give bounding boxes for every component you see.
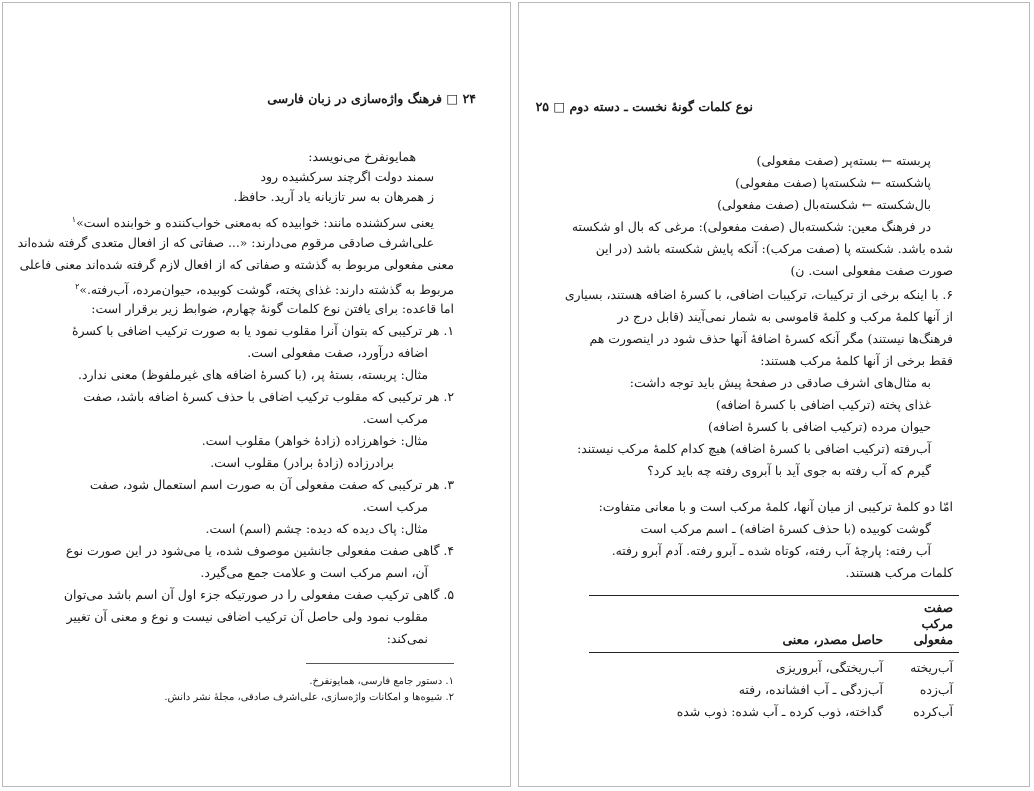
text-line: فقط برخی از آنها کلمهٔ مرکب هستند: <box>760 353 953 368</box>
table-cell: آب‌زدگی ـ آب افشانده، رفته <box>738 682 883 697</box>
example-line: مثال: خواهرزاده (زادهٔ خواهر) مقلوب است. <box>201 433 428 448</box>
table-cell: آب‌کرده <box>913 704 953 719</box>
table-cell: آب‌زده <box>919 682 953 697</box>
text-line: آب رفته: پارچهٔ آب رفته، کوتاه شده ـ آبرو رفته. آدم آبرو رفته. <box>611 543 931 558</box>
footnote-rule <box>306 663 454 664</box>
right-page-header: نوع کلمات گونهٔ نخست ـ دسته دوم □ ۲۵ <box>535 99 753 114</box>
text-line: شده باشد. شکسته پا (صفت مرکب): آنکه پایش شکسته باشد (در این <box>595 241 953 256</box>
text-line: در فرهنگ معین: شکسته‌بال (صفت مفعولی): مرغی که بال او شکسته <box>571 219 931 234</box>
text-line: علی‌اشرف صادقی مرقوم می‌دارند: «... صفاتی که از افعال متعدی گرفته شده‌اند <box>17 235 434 250</box>
example-line: حیوان مرده (ترکیب اضافی با کسرهٔ اضافه) <box>707 419 931 434</box>
text-line: آن، اسم مرکب است و علامت جمع می‌گیرد. <box>200 565 428 580</box>
table-cell: آب‌ریختگی، آبروریزی <box>775 660 883 675</box>
text-line: معنی مفعولی مربوط به گذشته و صفاتی که از افعال لازم گرفته شده‌اند معنی فاعلی <box>19 257 454 272</box>
example-line: غذای پخته (ترکیب اضافی با کسرهٔ اضافه) <box>715 397 931 412</box>
text-line: به مثال‌های اشرف صادقی در صفحهٔ پیش باید توجه داشت: <box>629 375 931 390</box>
list-item: ۶. با اینکه برخی از ترکیبات، ترکیبات اضافی، با کسرهٔ اضافه هستند، بسیاری <box>564 287 953 302</box>
text-line: امّا دو کلمهٔ ترکیبی از میان آنها، کلمهٔ مرکب است و با معانی متفاوت: <box>598 499 953 514</box>
footnote-marker: ۱ <box>71 215 77 224</box>
footnote: ۲. شیوه‌ها و امکانات واژه‌سازی، علی‌اشرف صادقی، مجلهٔ نشر دانش. <box>164 692 454 703</box>
text-line: مرکب است. <box>362 499 428 514</box>
table-row <box>589 653 959 680</box>
text-span: مربوط به گذشته دارند: غذای پخته، گوشت کوبیده، حیوان‌مرده، آب‌رفته.» <box>79 282 454 298</box>
verse-line: گیرم که آب رفته به جوی آید با آبروی رفته چه باید کرد؟ <box>647 463 931 478</box>
text-line: مقلوب نمود ولی حاصل آن ترکیب اضافی نیست و نوع و معنی آن تغییر <box>66 609 428 624</box>
text-line: گوشت کوبیده (با حذف کسرهٔ اضافه) ـ اسم مرکب است <box>640 521 931 536</box>
table-cell: گداخته، ذوب کرده ـ آب شده: ذوب شده <box>676 704 883 719</box>
list-item: ۱. هر ترکیبی که بتوان آنرا مقلوب نمود یا به صورت ترکیب اضافی با کسرهٔ <box>71 323 454 338</box>
text-line <box>72 210 434 233</box>
text-line: صورت صفت مفعولی است. ن) <box>790 263 953 278</box>
table-row <box>589 679 959 701</box>
verse-line: ز همرهان به سر تازیانه یاد آرید. حافظ. <box>233 189 434 204</box>
table-header-row <box>589 596 959 653</box>
footnote: ۱. دستور جامع فارسی، همایونفرخ. <box>309 676 454 687</box>
verse-line: سمند دولت اگرچند سرکشیده رود <box>260 169 434 184</box>
example-line: مثال: پاک دیده که دیده: چشم (اسم) است. <box>205 521 428 536</box>
example-line: پاشکسته ← شکسته‌پا (صفت مفعولی) <box>735 175 931 190</box>
right-page <box>518 2 1030 787</box>
list-item: ۳. هر ترکیبی که صفت مفعولی آن به صورت اسم استعمال شود، صفت <box>89 477 454 492</box>
example-line: آب‌رفته (ترکیب اضافی با کسرهٔ اضافه) هیچ کدام کلمهٔ مرکب نیستند: <box>577 441 931 456</box>
list-item: ۵. گاهی ترکیب صفت مفعولی را در صورتیکه جزء اول آن اسم باشد می‌توان <box>63 587 454 602</box>
text-line: همایونفرخ می‌نویسد: <box>308 149 416 164</box>
list-item: ۴. گاهی صفت مفعولی جانشین موصوف شده، یا می‌شود در این صورت نوع <box>65 543 454 558</box>
footnote-marker: ۲ <box>75 282 80 291</box>
text-line: اضافه درآورد، صفت مفعولی است. <box>247 345 428 360</box>
table-header: حاصل مصدر، معنی <box>589 596 889 653</box>
left-page <box>2 2 511 787</box>
text-line: کلمات مرکب هستند. <box>845 565 953 580</box>
table-cell: آب‌ریخته <box>910 660 953 675</box>
table-row <box>589 701 959 723</box>
text-line <box>75 277 454 300</box>
compound-table <box>589 595 959 723</box>
text-line: مرکب است. <box>362 411 428 426</box>
example-line: بال‌شکسته ← شکسته‌بال (صفت مفعولی) <box>717 197 931 212</box>
example-line: برادرزاده (زادهٔ برادر) مقلوب است. <box>210 455 394 470</box>
text-line: از آنها کلمهٔ مرکب و کلمهٔ قاموسی به شمار نمی‌آیند (قابل درج در <box>617 309 953 324</box>
list-item: ۲. هر ترکیبی که مقلوب ترکیب اضافی با حذف کسرهٔ اضافه باشد، صفت <box>83 389 454 404</box>
example-line: پربسته ← بسته‌پر (صفت مفعولی) <box>756 153 931 168</box>
text-line: اما قاعده: برای یافتن نوع کلمات گونهٔ چهارم، ضوابط زیر برقرار است: <box>91 301 454 316</box>
left-page-header: ۲۴ □ فرهنگ واژه‌سازی در زبان فارسی <box>267 91 476 106</box>
example-line: مثال: پربسته، بستهٔ پر، (با کسرهٔ اضافه های غیرملفوظ) معنی ندارد. <box>78 367 428 382</box>
text-line: نمی‌کند: <box>386 631 428 646</box>
text-line: فرهنگ‌ها نیستند) مگر آنکه کسرهٔ اضافهٔ آنها حذف شود در اینصورت هم <box>589 331 953 346</box>
text-span: یعنی سرکشنده مانند: خوابیده که به‌معنی خواب‌کننده و خوابنده است» <box>76 215 434 231</box>
table-header: صفت مرکب مفعولی <box>889 596 959 653</box>
